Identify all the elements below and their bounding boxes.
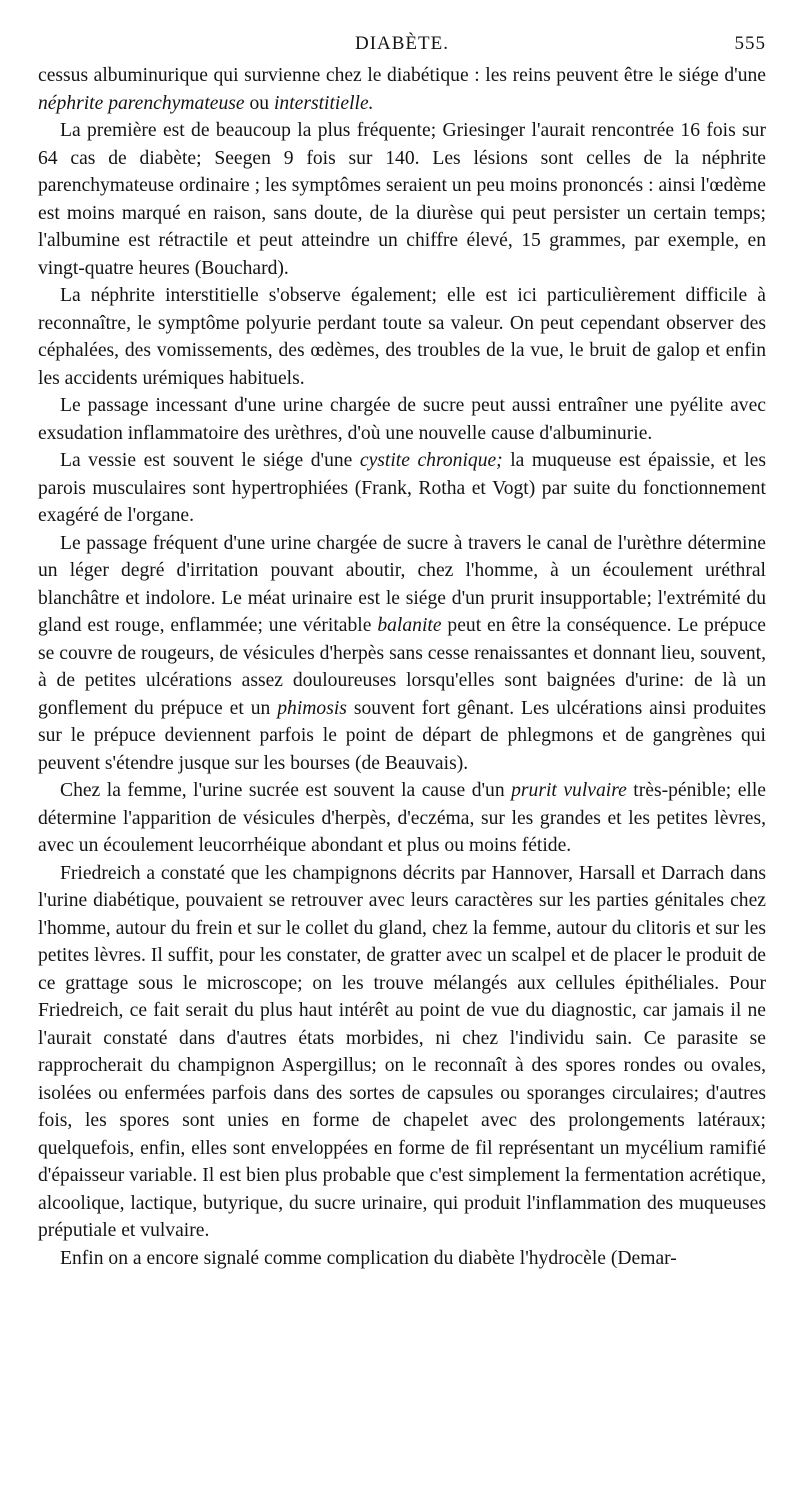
text-run: cessus albuminurique qui survienne chez le diabétique : les reins peuvent être le siége d'une xyxy=(38,65,766,86)
text-run: très-pénible; elle détermine l'apparition de vésicules d'herpès, d'eczéma, sur les grandes et les petites lèvres, avec un écoulement leucorrhéique abondant et plus ou moins fétide. xyxy=(38,780,766,856)
italic-term: phimosis xyxy=(277,697,347,719)
italic-term: balanite xyxy=(377,615,442,636)
text-run: souvent fort gênant. Les ulcérations ainsi produites sur le prépuce deviennent parfois le point de départ de phlegmons et de gangrènes qui peuvent s'étendre jusque sur les bourses (de Beauvais). xyxy=(38,697,766,774)
text-run: La néphrite interstitielle s'observe également; elle est ici particulièrement difficile à reconnaître, le symptôme polyurie perdant toute sa valeur. On peut cependant observer des céphalées, des vomissements, des œdèmes, des troubles de la vue, le bruit de galop et enfin les accidents urémiques habituels. xyxy=(38,285,766,389)
paragraph xyxy=(38,860,766,1245)
page-title: DIABÈTE. xyxy=(354,33,449,54)
text-run: Le passage fréquent d'une urine chargée de sucre à travers le canal de l'urèthre détermine un léger degré d'irritation pouvant aboutir, chez l'homme, à un écoulement uréthral blanchâtre et indolore. Le méat urinaire est le siége d'un prurit insupportable; l'extrémité du gland est rouge, enflammée; une véritable xyxy=(38,532,766,636)
text-run: La vessie est souvent le siége d'une xyxy=(60,450,360,471)
italic-term: néphrite parenchymateuse xyxy=(38,92,245,114)
page-number: 555 xyxy=(734,33,766,54)
running-header xyxy=(38,30,766,62)
text-run: la muqueuse est épaissie, et les parois musculaires sont hypertrophiées (Frank, Rotha et Vogt) par suite du fonctionnement exagéré de l'organe. xyxy=(38,450,766,526)
text-run: Enfin on a encore signalé comme complication du diabète l'hydrocèle (Demar- xyxy=(60,1247,677,1269)
text-run: Le passage incessant d'une urine chargée de sucre peut aussi entraîner une pyélite avec exsudation inflammatoire des urèthres, d'où une nouvelle cause d'albuminurie. xyxy=(38,395,766,444)
text-run: peut en être la conséquence. Le prépuce se couvre de rougeurs, de vésicules d'herpès sans cesse renaissantes et donnant lieu, souvent, à de petites ulcérations assez douloureuses lorsqu'elles sont baignées d'urine: de là un gonflement du prépuce et un xyxy=(38,615,766,719)
italic-term: prurit vulvaire xyxy=(511,780,627,801)
paragraph xyxy=(38,117,766,282)
paragraph xyxy=(38,777,766,860)
paragraph xyxy=(38,392,766,447)
text-run: Friedreich a constaté que les champignons décrits par Hannover, Harsall et Darrach dans l'urine diabétique, pouvaient se retrouver avec leurs caractères sur les parties génitales chez l'homme, autour du frein et sur le collet du gland, chez la femme, autour du clitoris et sur les petites lèvres. Il suffit, pour les constater, de gratter avec un scalpel et de placer le produit de ce grattage sous le microscope; on les trouve mélangés aux cellules épithéliales. Pour Friedreich, ce fait serait du plus haut intérêt au point de vue du diagnostic, car jamais il ne l'aurait constaté dans d'autres états morbides, ni chez l'individu sain. Ce parasite se rapprocherait du champignon Aspergillus; on le reconnaît à des spores rondes ou ovales, isolées ou enfermées parfois dans des sortes de capsules ou sporanges circulaires; d'autres fois, les spores sont unies en forme de chapelet avec des prolongements latéraux; quelquefois, enfin, elles sont enveloppées en forme de fil représentant un mycélium ramifié d'épaisseur variable. Il est bien plus probable que c'est simplement la fermentation acrétique, alcoolique, lactique, butyrique, du sucre urinaire, qui produit l'inflammation des muqueuses préputiale et vulvaire. xyxy=(38,862,766,1241)
text-run: Chez la femme, l'urine sucrée est souvent la cause d'un xyxy=(60,780,512,801)
paragraph xyxy=(38,530,766,778)
italic-term: cystite chronique; xyxy=(359,450,503,471)
paragraph xyxy=(38,282,766,392)
paragraph xyxy=(38,447,766,530)
paragraph xyxy=(38,1245,766,1273)
body-text xyxy=(38,62,766,1272)
italic-term: interstitielle. xyxy=(273,92,374,114)
text-run: La première est de beaucoup la plus fréquente; Griesinger l'aurait rencontrée 16 fois sur 64 cas de diabète; Seegen 9 fois sur 140. Les lésions sont celles de la néphrite parenchymateuse ordinaire ; les symptômes seraient un peu moins prononcés : ainsi l'œdème est moins marqué en raison, sans doute, de la diurèse qui peut persister un certain temps; l'albumine est rétractile et peut atteindre un chiffre élevé, 15 grammes, par exemple, en vingt-quatre heures (Bouchard). xyxy=(38,120,766,279)
paragraph xyxy=(38,62,766,117)
document-page xyxy=(38,30,766,1272)
text-run: ou xyxy=(244,92,274,114)
